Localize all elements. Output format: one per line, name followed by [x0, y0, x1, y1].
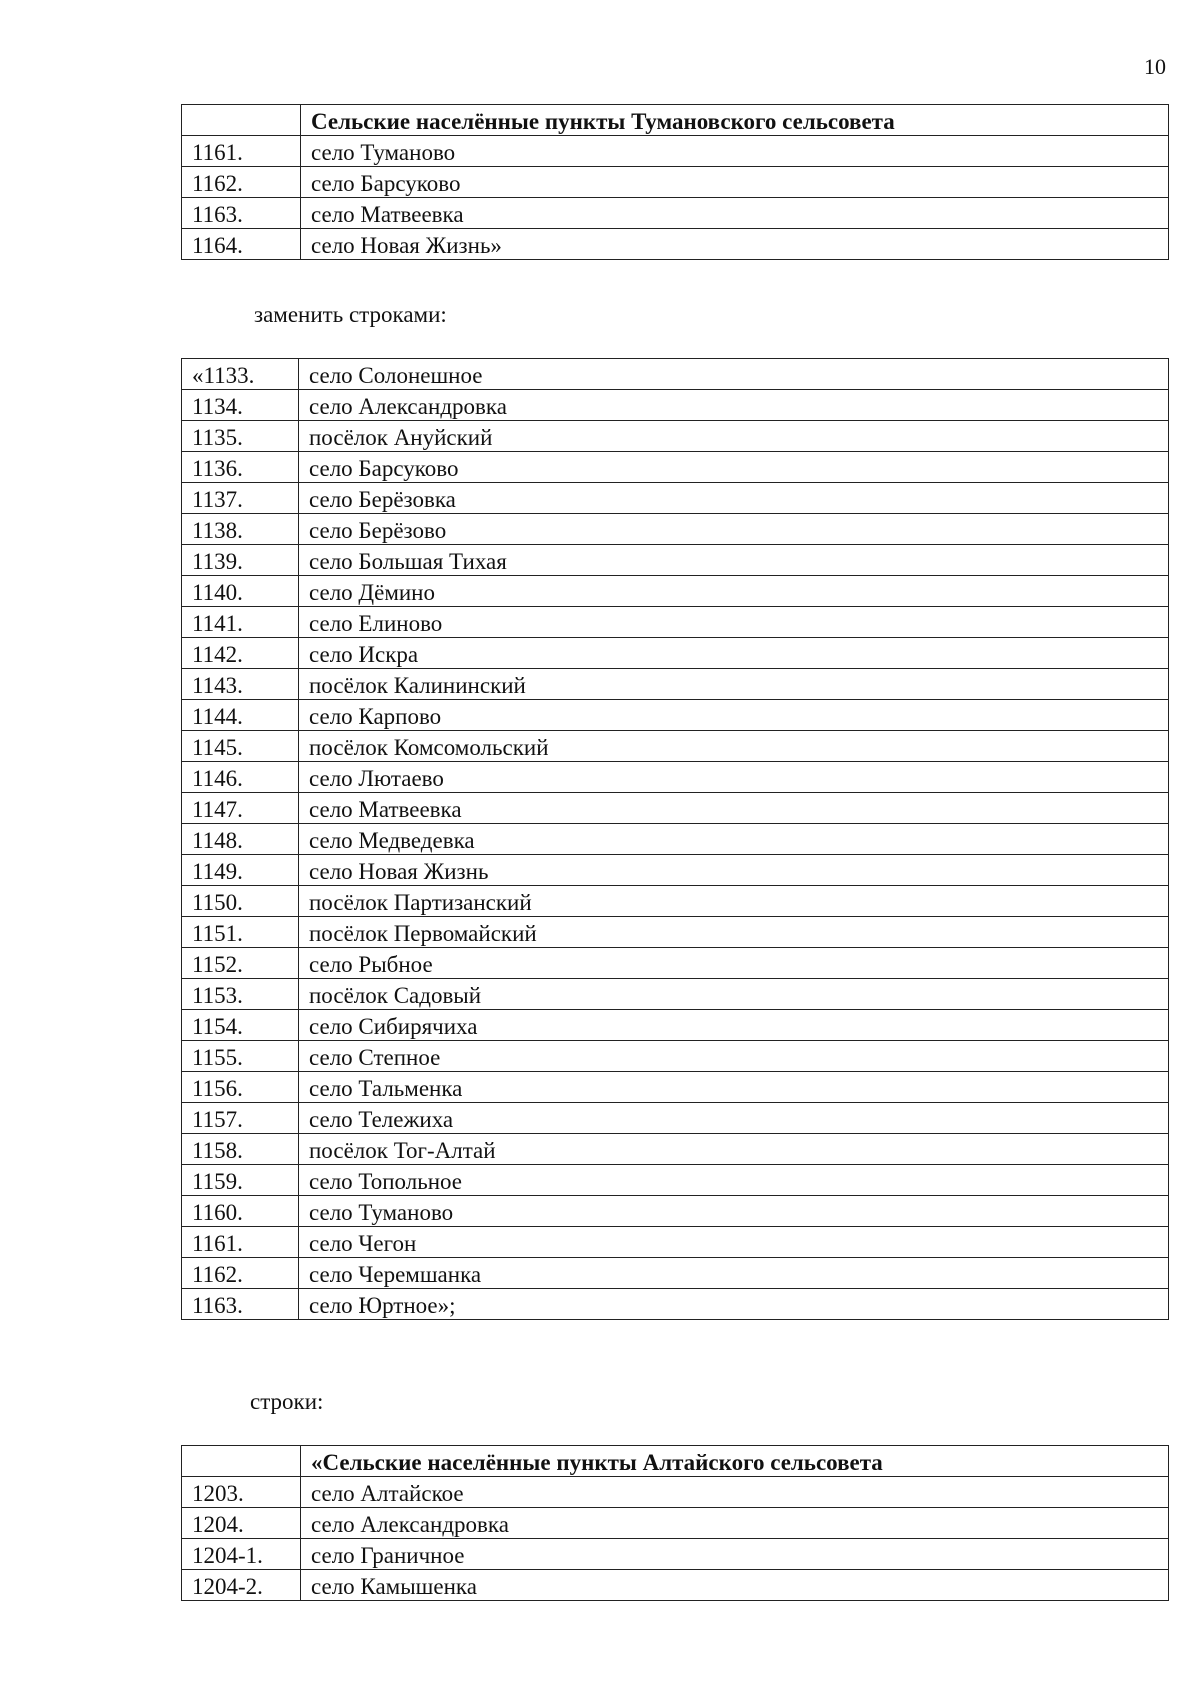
row-number: 1137.: [182, 483, 299, 514]
table-row: [182, 700, 1169, 731]
table-row: [182, 917, 1169, 948]
settlement-name: село Тележиха: [299, 1103, 1169, 1134]
table-row: [182, 545, 1169, 576]
settlement-name: село Степное: [299, 1041, 1169, 1072]
row-number: 1149.: [182, 855, 299, 886]
table-row: [182, 979, 1169, 1010]
settlement-name: село Елиново: [299, 607, 1169, 638]
table-row: [182, 1103, 1169, 1134]
table-row: [182, 1196, 1169, 1227]
table-row: [182, 1134, 1169, 1165]
table-row: [182, 1165, 1169, 1196]
settlement-name: село Граничное: [301, 1539, 1169, 1570]
table-row: [182, 1477, 1169, 1508]
number-header-cell: [182, 105, 301, 136]
table-row: [182, 198, 1169, 229]
settlement-name: село Берёзовка: [299, 483, 1169, 514]
table-row: [182, 359, 1169, 390]
row-number: 1148.: [182, 824, 299, 855]
row-number: 1144.: [182, 700, 299, 731]
settlement-name: посёлок Тог-Алтай: [299, 1134, 1169, 1165]
settlement-name: село Туманово: [299, 1196, 1169, 1227]
table-row: [182, 167, 1169, 198]
settlement-name: село Камышенка: [301, 1570, 1169, 1601]
table-row: [182, 390, 1169, 421]
table-row: [182, 1041, 1169, 1072]
row-number: 1139.: [182, 545, 299, 576]
settlement-name: посёлок Партизанский: [299, 886, 1169, 917]
settlement-name: село Туманово: [301, 136, 1169, 167]
row-number: 1146.: [182, 762, 299, 793]
settlement-name: село Искра: [299, 638, 1169, 669]
settlement-name: село Топольное: [299, 1165, 1169, 1196]
settlement-name: посёлок Комсомольский: [299, 731, 1169, 762]
settlement-name: село Новая Жизнь: [299, 855, 1169, 886]
row-number: 1138.: [182, 514, 299, 545]
tumanovo-council-table: [181, 104, 1169, 260]
replace-with-rows-caption: заменить строками:: [254, 302, 447, 327]
row-number: 1159.: [182, 1165, 299, 1196]
settlement-name: посёлок Первомайский: [299, 917, 1169, 948]
settlement-name: село Барсуково: [299, 452, 1169, 483]
row-number: 1161.: [182, 1227, 299, 1258]
row-number: 1140.: [182, 576, 299, 607]
settlement-name: село Медведевка: [299, 824, 1169, 855]
settlement-name: село Дёмино: [299, 576, 1169, 607]
row-number: 1163.: [182, 1289, 299, 1320]
table-row: [182, 638, 1169, 669]
row-number: 1134.: [182, 390, 299, 421]
settlement-name: село Тальменка: [299, 1072, 1169, 1103]
table-row: [182, 669, 1169, 700]
settlement-name: село Солонешное: [299, 359, 1169, 390]
settlement-name: село Новая Жизнь»: [301, 229, 1169, 260]
settlement-name: село Матвеевка: [301, 198, 1169, 229]
row-number: 1162.: [182, 1258, 299, 1289]
table-row: [182, 1227, 1169, 1258]
replacement-settlements-table: [181, 358, 1169, 1320]
row-number: 1160.: [182, 1196, 299, 1227]
row-number: 1141.: [182, 607, 299, 638]
table-row: [182, 229, 1169, 260]
table-row: [182, 136, 1169, 167]
row-number: 1150.: [182, 886, 299, 917]
table-row: [182, 452, 1169, 483]
row-number: 1147.: [182, 793, 299, 824]
table-row: [182, 576, 1169, 607]
row-number: 1158.: [182, 1134, 299, 1165]
settlement-name: село Александровка: [301, 1508, 1169, 1539]
settlement-name: посёлок Калининский: [299, 669, 1169, 700]
row-number: 1152.: [182, 948, 299, 979]
row-number: 1204-1.: [182, 1539, 301, 1570]
row-number: 1151.: [182, 917, 299, 948]
table-header-title: «Сельские населённые пункты Алтайского сельсовета: [301, 1446, 1169, 1477]
table-row: [182, 824, 1169, 855]
table-row: [182, 1289, 1169, 1320]
settlement-name: село Юртное»;: [299, 1289, 1169, 1320]
row-number: 1204.: [182, 1508, 301, 1539]
settlement-name: село Александровка: [299, 390, 1169, 421]
row-number: 1155.: [182, 1041, 299, 1072]
table-row: [182, 855, 1169, 886]
settlement-name: село Матвеевка: [299, 793, 1169, 824]
table-row: [182, 421, 1169, 452]
table-row: [182, 886, 1169, 917]
table-row: [182, 1258, 1169, 1289]
table-row: [182, 1072, 1169, 1103]
row-number: 1203.: [182, 1477, 301, 1508]
page-number: 10: [1144, 54, 1166, 79]
settlement-name: село Барсуково: [301, 167, 1169, 198]
settlement-name: село Алтайское: [301, 1477, 1169, 1508]
row-number: 1153.: [182, 979, 299, 1010]
settlement-name: посёлок Садовый: [299, 979, 1169, 1010]
table-row: [182, 1539, 1169, 1570]
settlement-name: посёлок Ануйский: [299, 421, 1169, 452]
altai-council-table: [181, 1445, 1169, 1601]
row-number: 1136.: [182, 452, 299, 483]
rows-caption: строки:: [250, 1389, 324, 1414]
row-number: 1163.: [182, 198, 301, 229]
row-number: 1154.: [182, 1010, 299, 1041]
row-number: 1161.: [182, 136, 301, 167]
settlement-name: село Берёзово: [299, 514, 1169, 545]
table-row: [182, 1570, 1169, 1601]
table-row: [182, 514, 1169, 545]
settlement-name: село Черемшанка: [299, 1258, 1169, 1289]
table-row: [182, 483, 1169, 514]
settlement-name: село Большая Тихая: [299, 545, 1169, 576]
settlement-name: село Рыбное: [299, 948, 1169, 979]
settlement-name: село Лютаево: [299, 762, 1169, 793]
settlement-name: село Карпово: [299, 700, 1169, 731]
row-number: 1142.: [182, 638, 299, 669]
table-row: [182, 948, 1169, 979]
table-header-row: [182, 1446, 1169, 1477]
settlement-name: село Сибирячиха: [299, 1010, 1169, 1041]
table-row: [182, 607, 1169, 638]
table-row: [182, 731, 1169, 762]
table-header-title: Сельские населённые пункты Тумановского сельсовета: [301, 105, 1169, 136]
table-header-row: [182, 105, 1169, 136]
row-number: 1145.: [182, 731, 299, 762]
number-header-cell: [182, 1446, 301, 1477]
table-row: [182, 762, 1169, 793]
row-number: 1162.: [182, 167, 301, 198]
row-number: 1135.: [182, 421, 299, 452]
row-number: 1164.: [182, 229, 301, 260]
row-number: 1204-2.: [182, 1570, 301, 1601]
settlement-name: село Чегон: [299, 1227, 1169, 1258]
row-number: 1156.: [182, 1072, 299, 1103]
table-row: [182, 1508, 1169, 1539]
row-number: 1143.: [182, 669, 299, 700]
table-row: [182, 793, 1169, 824]
row-number: «1133.: [182, 359, 299, 390]
row-number: 1157.: [182, 1103, 299, 1134]
table-row: [182, 1010, 1169, 1041]
